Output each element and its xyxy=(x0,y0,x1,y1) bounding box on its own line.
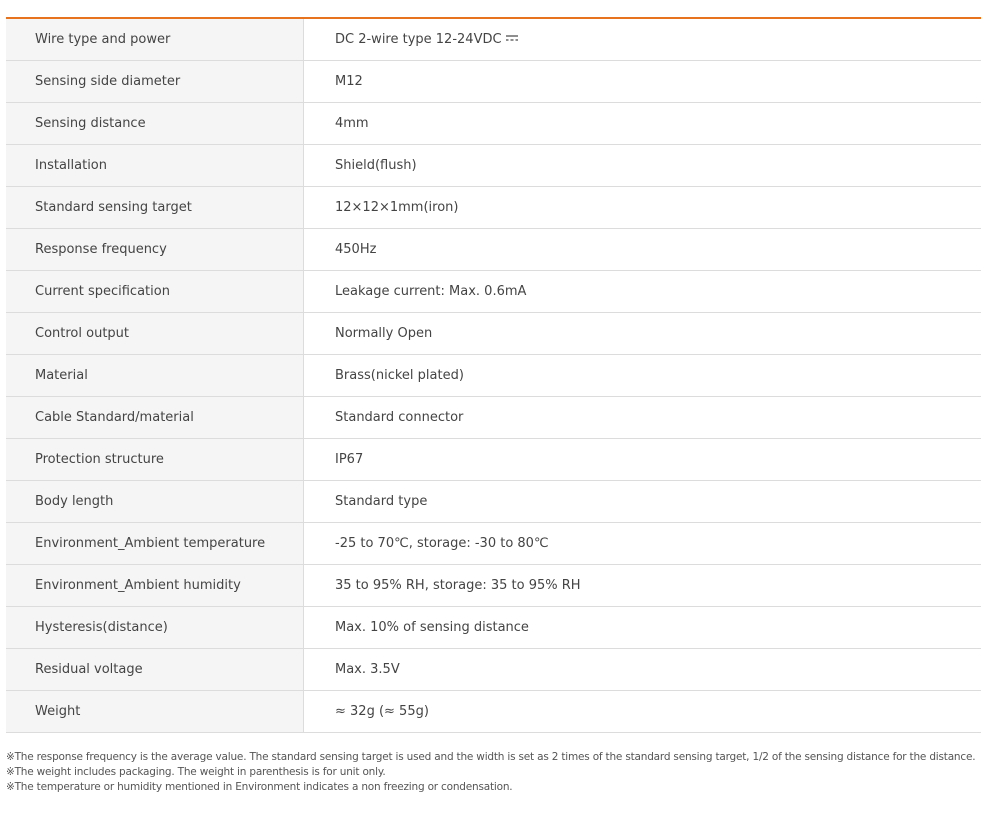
spec-label: Sensing distance xyxy=(6,103,304,144)
footnote: ※The response frequency is the average value. The standard sensing target is used and the width is set as 2 times of the standard sensing target, 1/2 of the sensing distance for the distance. xyxy=(6,751,976,763)
spec-row-ambient-humidity xyxy=(6,565,981,607)
spec-row-residual-voltage xyxy=(6,649,981,691)
spec-value: M12 xyxy=(335,74,363,89)
spec-value: Max. 10% of sensing distance xyxy=(335,620,529,635)
spec-value: 4mm xyxy=(335,116,369,131)
spec-label: Body length xyxy=(6,481,304,522)
spec-value: Brass(nickel plated) xyxy=(335,368,464,383)
spec-row-body-length xyxy=(6,481,981,523)
spec-label: Standard sensing target xyxy=(6,187,304,228)
spec-row-sensing-side-diameter xyxy=(6,61,981,103)
spec-row-current-specification xyxy=(6,271,981,313)
spec-row-control-output xyxy=(6,313,981,355)
spec-value: -25 to 70℃, storage: -30 to 80℃ xyxy=(335,536,549,551)
spec-value: Standard type xyxy=(335,494,428,509)
spec-row-standard-sensing-target xyxy=(6,187,981,229)
spec-value: DC 2-wire type 12-24VDC xyxy=(335,32,502,47)
spec-value: IP67 xyxy=(335,452,364,467)
spec-label: Weight xyxy=(6,691,304,732)
footnote: ※The weight includes packaging. The weight in parenthesis is for unit only. xyxy=(6,766,386,778)
spec-label: Environment_Ambient temperature xyxy=(6,523,304,564)
spec-row-sensing-distance xyxy=(6,103,981,145)
spec-value: 35 to 95% RH, storage: 35 to 95% RH xyxy=(335,578,581,593)
spec-label: Material xyxy=(6,355,304,396)
spec-row-hysteresis xyxy=(6,607,981,649)
spec-value-cell xyxy=(304,19,981,60)
spec-label: Current specification xyxy=(6,271,304,312)
spec-label: Environment_Ambient humidity xyxy=(6,565,304,606)
spec-row-response-frequency xyxy=(6,229,981,271)
spec-value: Standard connector xyxy=(335,410,464,425)
spec-value: Leakage current: Max. 0.6mA xyxy=(335,284,527,299)
spec-value: Normally Open xyxy=(335,326,433,341)
spec-label: Sensing side diameter xyxy=(6,61,304,102)
spec-label: Control output xyxy=(6,313,304,354)
spec-row-material xyxy=(6,355,981,397)
footnotes xyxy=(6,750,981,795)
spec-value: ≈ 32g (≈ 55g) xyxy=(335,704,429,719)
spec-value: 450Hz xyxy=(335,242,377,257)
dc-symbol-icon xyxy=(506,35,518,42)
spec-row-installation xyxy=(6,145,981,187)
spec-label: Response frequency xyxy=(6,229,304,270)
spec-value: 12×12×1mm(iron) xyxy=(335,200,459,215)
spec-label: Cable Standard/material xyxy=(6,397,304,438)
spec-row-protection-structure xyxy=(6,439,981,481)
spec-table xyxy=(6,17,981,733)
spec-row-weight xyxy=(6,691,981,733)
spec-row-ambient-temperature xyxy=(6,523,981,565)
spec-row-cable-standard xyxy=(6,397,981,439)
spec-label: Hysteresis(distance) xyxy=(6,607,304,648)
spec-value: Shield(flush) xyxy=(335,158,417,173)
spec-row-wire-type xyxy=(6,19,981,61)
spec-label: Installation xyxy=(6,145,304,186)
footnote: ※The temperature or humidity mentioned in Environment indicates a non freezing or condensation. xyxy=(6,781,513,793)
spec-value: Max. 3.5V xyxy=(335,662,400,677)
spec-label: Protection structure xyxy=(6,439,304,480)
spec-label: Residual voltage xyxy=(6,649,304,690)
spec-label: Wire type and power xyxy=(6,19,304,60)
